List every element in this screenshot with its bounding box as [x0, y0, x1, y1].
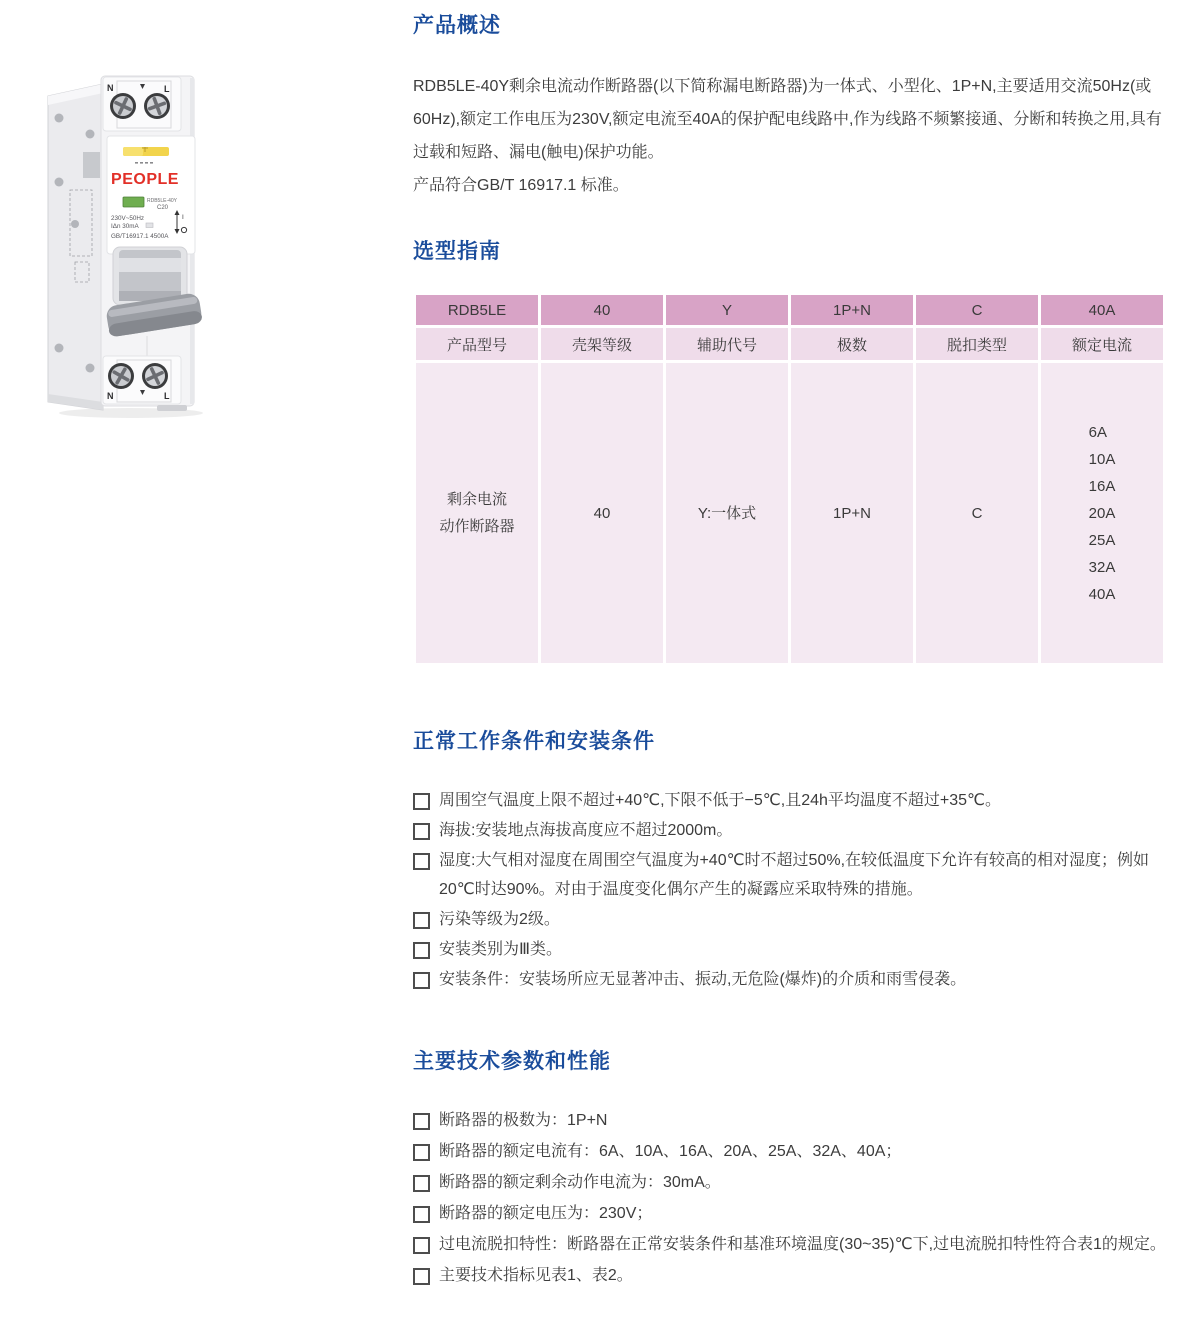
- label-cell-trip: 脱扣类型: [916, 328, 1038, 360]
- conditions-list: [413, 786, 1166, 994]
- rated-current-option: 25A: [1088, 531, 1116, 549]
- voltage-text: 230V~50Hz: [111, 215, 145, 222]
- list-item: 安装类别为Ⅲ类。: [413, 935, 1166, 964]
- list-item: 主要技术指标见表1、表2。: [413, 1261, 1166, 1291]
- on-mark: I: [182, 214, 184, 221]
- code-cell-poles: 1P+N: [791, 295, 913, 325]
- rated-current-option: 16A: [1088, 477, 1116, 495]
- conditions-heading: 正常工作条件和安装条件: [413, 730, 655, 753]
- square-bullet-icon: [413, 1175, 430, 1192]
- square-bullet-icon: [413, 1113, 430, 1130]
- current-code-text: C20: [157, 205, 169, 211]
- square-bullet-icon: [413, 972, 430, 989]
- square-bullet-icon: [413, 1237, 430, 1254]
- breaker-side-panel: [48, 84, 103, 410]
- circuit-breaker-illustration: [45, 72, 217, 422]
- rated-current-option: 32A: [1088, 558, 1116, 576]
- terminal-label-top-n: N: [107, 83, 114, 93]
- square-bullet-icon: [413, 853, 430, 870]
- rated-current-option: 6A: [1088, 423, 1107, 441]
- section-selection-guide: [413, 238, 1166, 666]
- terminal-label-bottom-n: N: [107, 391, 114, 401]
- list-item: 污染等级为2级。: [413, 905, 1166, 934]
- rated-current-option: 10A: [1088, 450, 1116, 468]
- selection-table: [413, 292, 1166, 666]
- section-working-conditions: [413, 728, 1166, 994]
- brand-logo: PEOPLE: [111, 171, 179, 188]
- list-item: 断路器的额定电流有：6A、10A、16A、20A、25A、32A、40A；: [413, 1137, 1166, 1167]
- parameters-heading: 主要技术参数和性能: [413, 1050, 611, 1073]
- section-overview: [413, 12, 1166, 202]
- overview-standard-note: 产品符合GB/T 16917.1 标准。: [413, 177, 629, 194]
- list-item: 安装条件：安装场所应无显著冲击、振动,无危险(爆炸)的介质和雨雪侵袭。: [413, 965, 1166, 994]
- label-cell-frame: 壳架等级: [541, 328, 663, 360]
- screw-bottom-left: [108, 363, 134, 389]
- terminal-label-top-l: L: [164, 84, 170, 94]
- square-bullet-icon: [413, 912, 430, 929]
- label-cell-model: 产品型号: [416, 328, 538, 360]
- screw-top-right: [144, 93, 170, 119]
- product-name-line2: 动作断路器: [439, 518, 515, 535]
- list-item: 过电流脱扣特性：断路器在正常安装条件和基准环境温度(30~35)℃下,过电流脱扣特性符合表1的规定。: [413, 1230, 1166, 1260]
- square-bullet-icon: [413, 823, 430, 840]
- body-cell-poles: 1P+N: [791, 363, 913, 663]
- code-cell-model: RDB5LE: [416, 295, 538, 325]
- square-bullet-icon: [413, 793, 430, 810]
- screw-top-left: [110, 93, 136, 119]
- terminal-label-bottom-l: L: [164, 391, 170, 401]
- list-item: 断路器的额定电压为：230V；: [413, 1199, 1166, 1229]
- label-cell-aux: 辅助代号: [666, 328, 788, 360]
- code-cell-current: 40A: [1041, 295, 1163, 325]
- body-cell-aux: Y:一体式: [666, 363, 788, 663]
- selection-table-code-row: [416, 295, 1163, 325]
- body-cell-currents: [1041, 363, 1163, 663]
- product-photo: [45, 72, 217, 422]
- selection-table-label-row: [416, 328, 1163, 360]
- code-cell-aux: Y: [666, 295, 788, 325]
- screw-bottom-right: [142, 363, 168, 389]
- body-cell-frame: 40: [541, 363, 663, 663]
- parameters-list: [413, 1106, 1166, 1291]
- label-cell-current: 额定电流: [1041, 328, 1163, 360]
- section-technical-parameters: [413, 1048, 1166, 1291]
- indicator-window: [123, 197, 144, 207]
- rated-current-list: [1089, 419, 1116, 608]
- code-cell-frame: 40: [541, 295, 663, 325]
- list-item: 周围空气温度上限不超过+40℃,下限不低于−5℃,且24h平均温度不超过+35℃。: [413, 786, 1166, 815]
- code-cell-trip: C: [916, 295, 1038, 325]
- selection-heading: 选型指南: [413, 240, 501, 263]
- breaker-front-body: [101, 76, 203, 411]
- rated-current-option: 20A: [1088, 504, 1116, 522]
- overview-paragraph: RDB5LE-40Y剩余电流动作断路器(以下简称漏电断路器)为一体式、小型化、1P+N,主要适用交流50Hz(或60Hz),额定工作电压为230V,额定电流至40A的保护配电线路中,作为线路不频繁接通、分断和转换之用,具有过载和短路、漏电(触电)保护功能。: [413, 78, 1162, 161]
- square-bullet-icon: [413, 1268, 430, 1285]
- residual-current-text: IΔn 30mA: [111, 223, 139, 230]
- selection-table-body-row: [416, 363, 1163, 663]
- overview-heading: 产品概述: [413, 14, 501, 37]
- rated-current-option: 40A: [1088, 585, 1116, 603]
- label-cell-poles: 极数: [791, 328, 913, 360]
- content-column: [413, 12, 1166, 1292]
- square-bullet-icon: [413, 1206, 430, 1223]
- body-cell-product: [416, 363, 538, 663]
- list-item: 海拔:安装地点海拔高度应不超过2000m。: [413, 816, 1166, 845]
- product-name-line1: 剩余电流: [446, 491, 507, 508]
- standard-text: GB/T16917.1 4500A: [111, 233, 169, 240]
- list-item: 断路器的额定剩余动作电流为：30mA。: [413, 1168, 1166, 1198]
- list-item: 断路器的极数为：1P+N: [413, 1106, 1166, 1136]
- body-cell-trip: C: [916, 363, 1038, 663]
- model-text: RDB5LE-40Y: [147, 198, 178, 204]
- list-item: 湿度:大气相对湿度在周围空气温度为+40℃时不超过50%,在较低温度下允许有较高的相对湿度；例如20℃时达90%。对由于温度变化偶尔产生的凝露应采取特殊的措施。: [413, 846, 1166, 904]
- square-bullet-icon: [413, 1144, 430, 1161]
- square-bullet-icon: [413, 942, 430, 959]
